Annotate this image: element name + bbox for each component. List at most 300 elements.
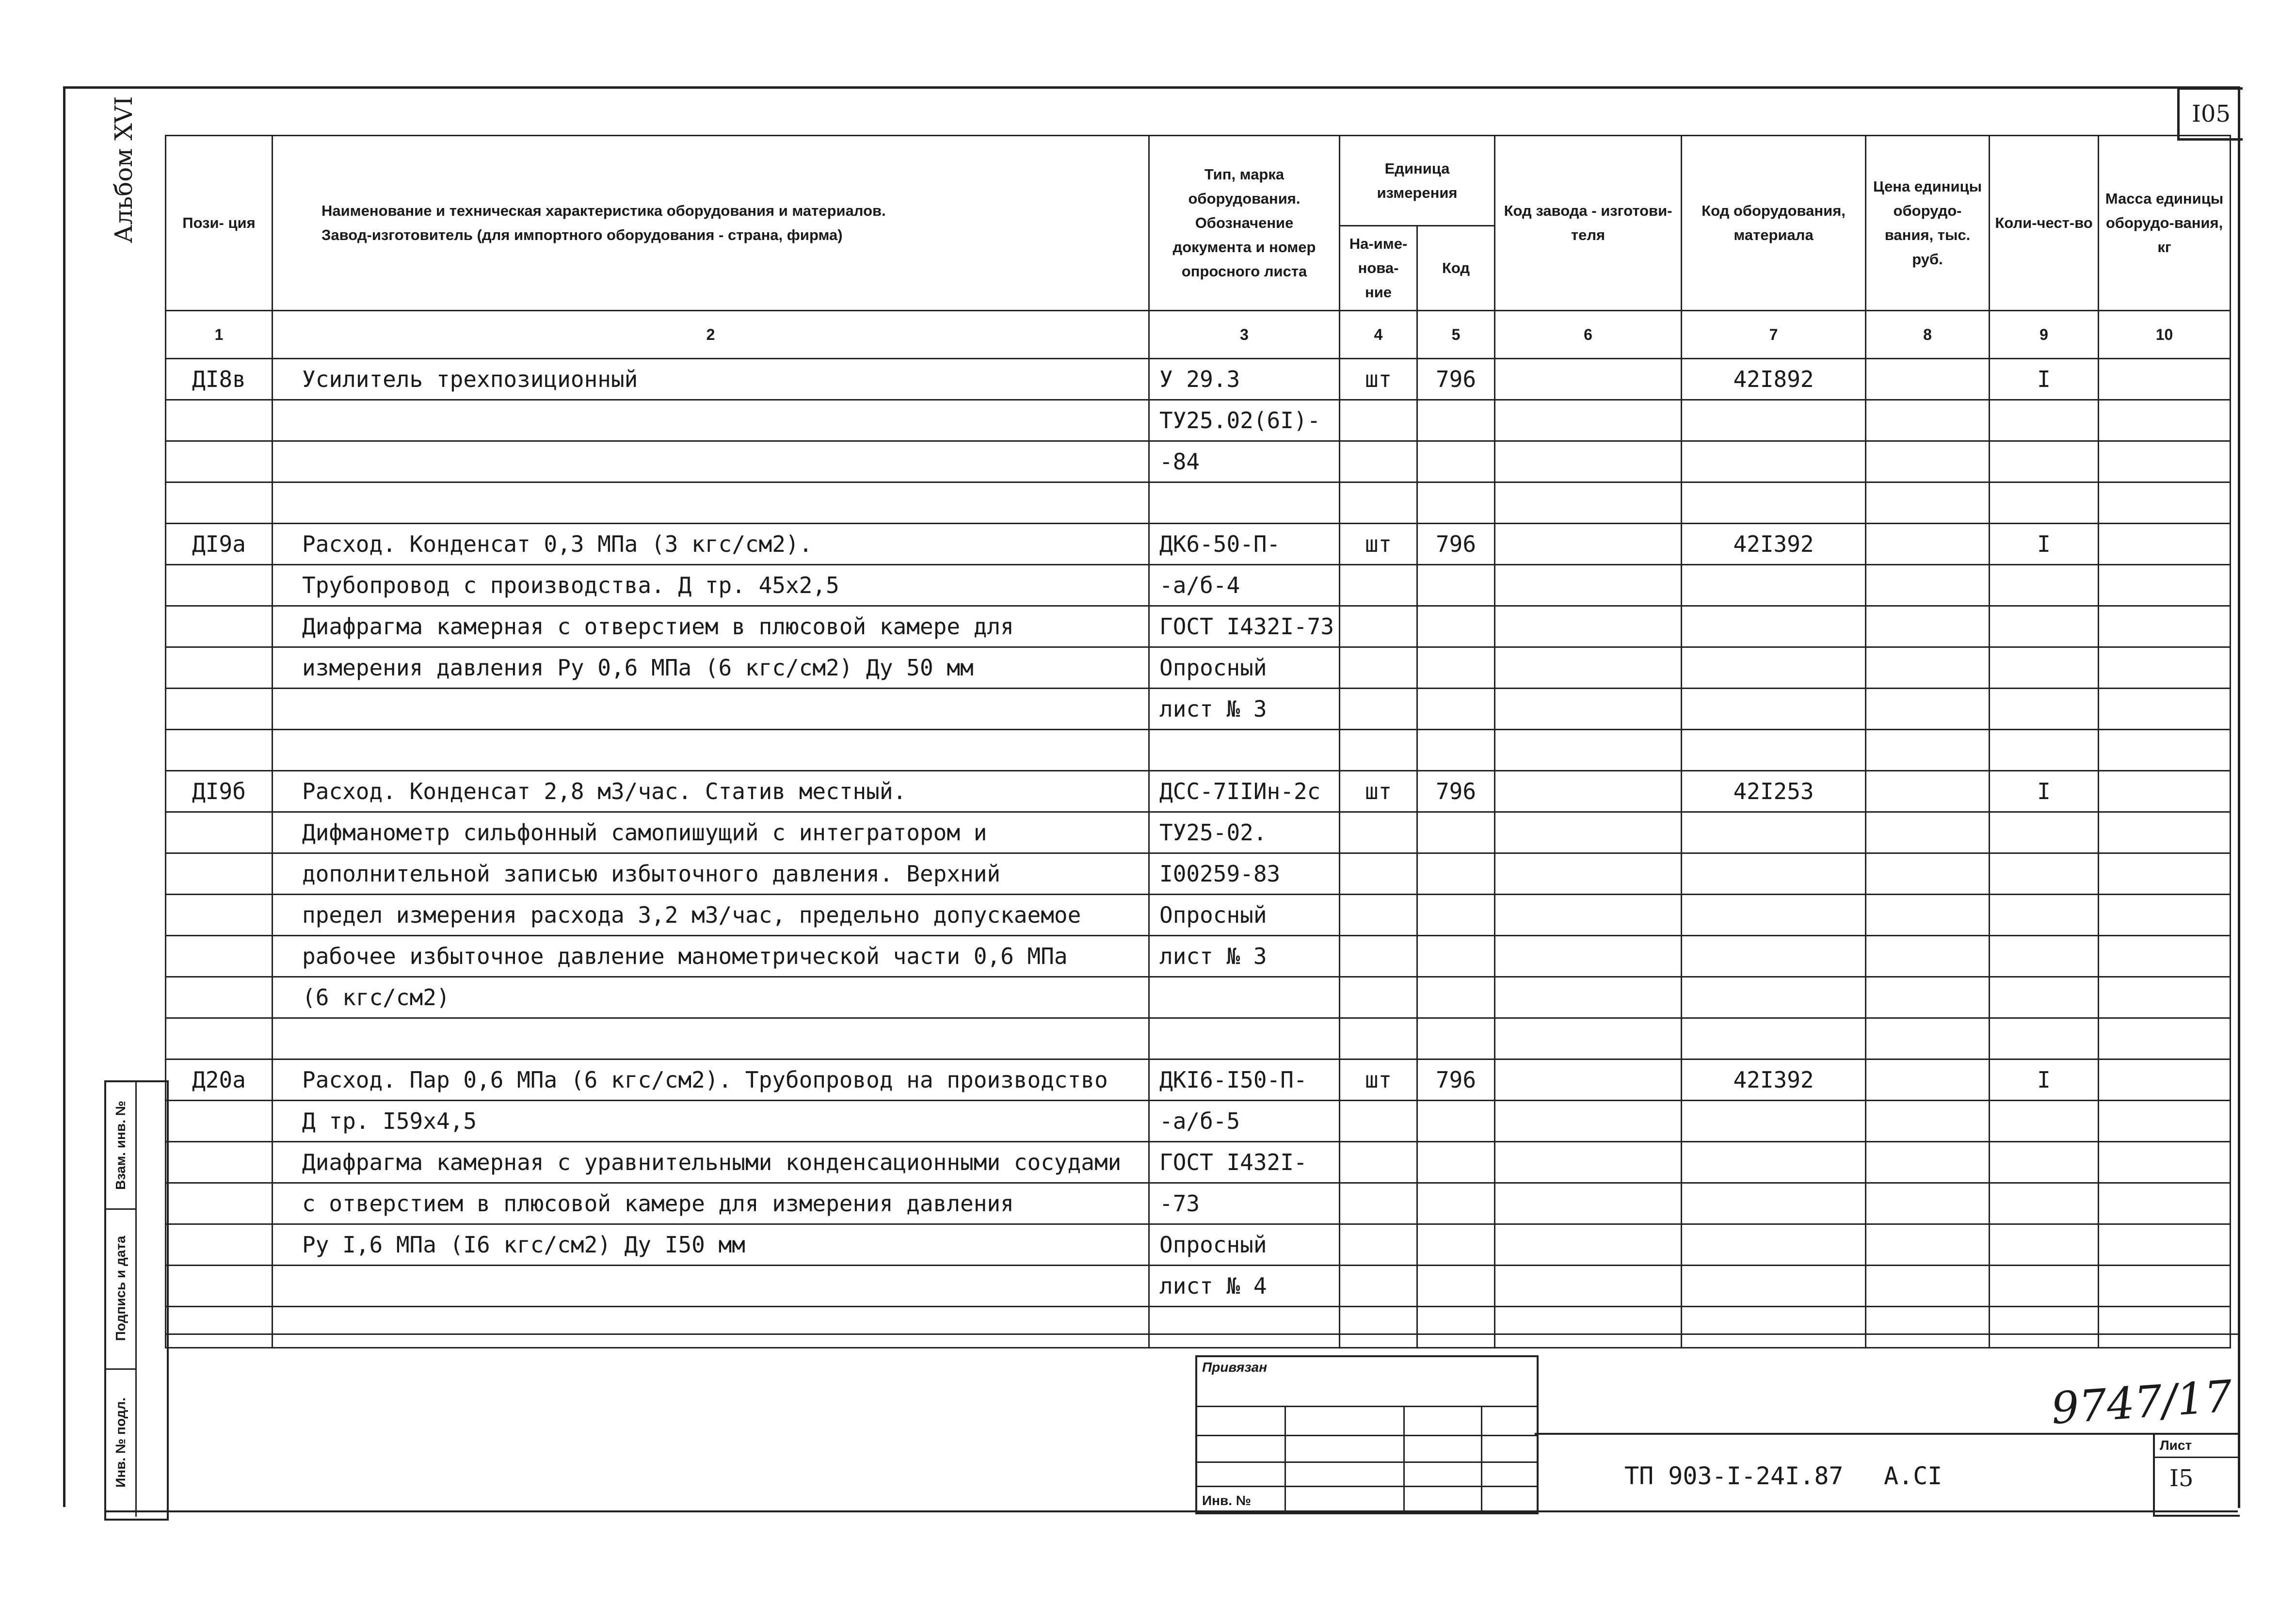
cell-type: лист № 4 xyxy=(1149,1266,1340,1307)
cell-equipment-code xyxy=(1682,1266,1866,1307)
column-number: 4 xyxy=(1340,311,1417,359)
stamp-line xyxy=(1197,1486,1537,1487)
cell-factory-code xyxy=(1495,730,1682,771)
cell-factory-code xyxy=(1495,1059,1682,1101)
cell-mass xyxy=(2099,606,2231,647)
cell-mass xyxy=(2099,977,2231,1018)
cell-equipment-code: 42I392 xyxy=(1682,524,1866,565)
cell-quantity xyxy=(1990,853,2099,895)
table-row xyxy=(166,730,2231,771)
cell-price xyxy=(1866,400,1990,441)
cell-position xyxy=(166,1307,273,1348)
cell-quantity xyxy=(1990,1018,2099,1059)
cell-position xyxy=(166,1266,273,1307)
cell-position xyxy=(166,400,273,441)
cell-factory-code xyxy=(1495,1101,1682,1142)
cell-type: -73 xyxy=(1149,1183,1340,1224)
cell-mass xyxy=(2099,359,2231,400)
cell-name xyxy=(273,441,1149,482)
bottom-border xyxy=(104,1510,2238,1512)
column-number: 3 xyxy=(1149,311,1340,359)
column-number: 1 xyxy=(166,311,273,359)
cell-factory-code xyxy=(1495,1307,1682,1348)
cell-equipment-code xyxy=(1682,482,1866,524)
column-number: 2 xyxy=(273,311,1149,359)
cell-unit: шт xyxy=(1340,771,1417,812)
frame-left-border xyxy=(63,86,65,1507)
cell-position xyxy=(166,689,273,730)
album-label: Альбом XVI xyxy=(110,96,138,243)
cell-quantity xyxy=(1990,400,2099,441)
table-row xyxy=(166,359,2231,400)
cell-unit-code xyxy=(1417,606,1495,647)
cell-unit xyxy=(1340,482,1417,524)
cell-unit xyxy=(1340,1101,1417,1142)
cell-mass xyxy=(2099,647,2231,689)
cell-unit: шт xyxy=(1340,359,1417,400)
cell-price xyxy=(1866,812,1990,853)
cell-name xyxy=(273,1307,1149,1348)
cell-price xyxy=(1866,647,1990,689)
table-row xyxy=(166,1224,2231,1266)
cell-name xyxy=(273,689,1149,730)
cell-type: -84 xyxy=(1149,441,1340,482)
cell-name xyxy=(273,1266,1149,1307)
cell-mass xyxy=(2099,1142,2231,1183)
cell-type: Опросный xyxy=(1149,1224,1340,1266)
cell-type xyxy=(1149,482,1340,524)
table-row xyxy=(166,936,2231,977)
cell-price xyxy=(1866,977,1990,1018)
cell-position: Д20а xyxy=(166,1059,273,1101)
cell-unit-code xyxy=(1417,565,1495,606)
cell-name xyxy=(273,400,1149,441)
cell-name xyxy=(273,1018,1149,1059)
cell-unit xyxy=(1340,730,1417,771)
cell-equipment-code xyxy=(1682,730,1866,771)
cell-unit xyxy=(1340,400,1417,441)
cell-equipment-code xyxy=(1682,1183,1866,1224)
cell-quantity xyxy=(1990,606,2099,647)
cell-name: Расход. Конденсат 0,3 МПа (3 кгс/см2). xyxy=(273,524,1149,565)
cell-unit xyxy=(1340,812,1417,853)
table-row xyxy=(166,895,2231,936)
cell-name xyxy=(273,482,1149,524)
cell-unit-code xyxy=(1417,1142,1495,1183)
cell-position xyxy=(166,1142,273,1183)
cell-position xyxy=(166,895,273,936)
cell-name: измерения давления Ру 0,6 МПа (6 кгс/см2) Ду 50 мм xyxy=(273,647,1149,689)
cell-price xyxy=(1866,895,1990,936)
cell-equipment-code xyxy=(1682,565,1866,606)
cell-factory-code xyxy=(1495,524,1682,565)
cell-name: рабочее избыточное давление манометрической части 0,6 МПа xyxy=(273,936,1149,977)
cell-quantity xyxy=(1990,1307,2099,1348)
cell-unit xyxy=(1340,689,1417,730)
table-row xyxy=(166,1101,2231,1142)
side-cell-inv xyxy=(106,1368,137,1517)
column-number: 6 xyxy=(1495,311,1682,359)
cell-position xyxy=(166,1018,273,1059)
table-row xyxy=(166,1266,2231,1307)
cell-mass xyxy=(2099,1307,2231,1348)
header-unit-code: Код xyxy=(1417,226,1495,311)
cell-price xyxy=(1866,606,1990,647)
cell-unit: шт xyxy=(1340,524,1417,565)
cell-position xyxy=(166,647,273,689)
cell-unit-code xyxy=(1417,730,1495,771)
stamp-line xyxy=(1284,1406,1286,1512)
cell-quantity xyxy=(1990,812,2099,853)
cell-mass xyxy=(2099,400,2231,441)
frame-right-border xyxy=(2238,87,2240,1508)
cell-factory-code xyxy=(1495,1183,1682,1224)
cell-price xyxy=(1866,730,1990,771)
column-number: 5 xyxy=(1417,311,1495,359)
cell-equipment-code xyxy=(1682,441,1866,482)
cell-name: Расход. Пар 0,6 МПа (6 кгс/см2). Трубопровод на производство xyxy=(273,1059,1149,1101)
cell-price xyxy=(1866,936,1990,977)
cell-quantity xyxy=(1990,1183,2099,1224)
cell-equipment-code xyxy=(1682,689,1866,730)
cell-position xyxy=(166,936,273,977)
cell-equipment-code: 42I892 xyxy=(1682,359,1866,400)
handwritten-number: 9747/17 xyxy=(2049,1371,2234,1434)
table-row xyxy=(166,1307,2231,1348)
cell-unit-code xyxy=(1417,482,1495,524)
cell-quantity xyxy=(1990,1142,2099,1183)
stamp-line xyxy=(1197,1406,1537,1407)
cell-unit-code xyxy=(1417,689,1495,730)
cell-unit-code: 796 xyxy=(1417,771,1495,812)
table-row xyxy=(166,689,2231,730)
cell-unit xyxy=(1340,1018,1417,1059)
cell-unit-code xyxy=(1417,441,1495,482)
cell-unit-code xyxy=(1417,1224,1495,1266)
cell-equipment-code xyxy=(1682,400,1866,441)
cell-mass xyxy=(2099,1266,2231,1307)
cell-quantity xyxy=(1990,689,2099,730)
header-quantity: Коли-чест-во xyxy=(1990,136,2099,311)
cell-quantity: I xyxy=(1990,771,2099,812)
cell-type: ТУ25.02(6I)- xyxy=(1149,400,1340,441)
header-type: Тип, марка оборудования. Обозначение документа и номер опросного листа xyxy=(1149,136,1340,311)
cell-quantity: I xyxy=(1990,524,2099,565)
header-factory-code: Код завода - изготови-теля xyxy=(1495,136,1682,311)
cell-mass xyxy=(2099,1018,2231,1059)
cell-equipment-code xyxy=(1682,853,1866,895)
cell-position xyxy=(166,565,273,606)
cell-factory-code xyxy=(1495,853,1682,895)
cell-type: -а/б-4 xyxy=(1149,565,1340,606)
cell-unit xyxy=(1340,853,1417,895)
table-row xyxy=(166,1018,2231,1059)
cell-equipment-code xyxy=(1682,647,1866,689)
table-row xyxy=(166,1059,2231,1101)
page-number: I05 xyxy=(2177,87,2243,141)
cell-position: ДI9а xyxy=(166,524,273,565)
cell-equipment-code xyxy=(1682,812,1866,853)
table-row xyxy=(166,606,2231,647)
cell-position xyxy=(166,441,273,482)
cell-price xyxy=(1866,359,1990,400)
cell-type: Опросный xyxy=(1149,895,1340,936)
cell-position xyxy=(166,730,273,771)
header-equipment-code: Код оборудования, материала xyxy=(1682,136,1866,311)
cell-price xyxy=(1866,1307,1990,1348)
cell-name: Диафрагма камерная с отверстием в плюсовой камере для xyxy=(273,606,1149,647)
cell-equipment-code xyxy=(1682,1307,1866,1348)
cell-quantity xyxy=(1990,647,2099,689)
cell-equipment-code xyxy=(1682,1224,1866,1266)
cell-unit-code xyxy=(1417,1266,1495,1307)
column-number: 7 xyxy=(1682,311,1866,359)
side-label-vzam: Взам. инв. № xyxy=(113,1101,128,1190)
cell-type: ДК6-50-П- xyxy=(1149,524,1340,565)
table-row xyxy=(166,1183,2231,1224)
cell-type: лист № 3 xyxy=(1149,689,1340,730)
cell-factory-code xyxy=(1495,1266,1682,1307)
cell-factory-code xyxy=(1495,359,1682,400)
cell-factory-code xyxy=(1495,1142,1682,1183)
cell-price xyxy=(1866,1059,1990,1101)
table-row xyxy=(166,524,2231,565)
document-code: ТП 903-I-24I.87 xyxy=(1624,1462,1844,1490)
cell-name: Расход. Конденсат 2,8 м3/час. Статив местный. xyxy=(273,771,1149,812)
cell-type xyxy=(1149,730,1340,771)
cell-unit-code xyxy=(1417,1307,1495,1348)
cell-mass xyxy=(2099,895,2231,936)
cell-position xyxy=(166,1224,273,1266)
cell-mass xyxy=(2099,565,2231,606)
cell-unit xyxy=(1340,895,1417,936)
cell-unit-code: 796 xyxy=(1417,1059,1495,1101)
header-unit: Единица измерения xyxy=(1340,136,1495,226)
cell-mass xyxy=(2099,441,2231,482)
cell-type xyxy=(1149,1018,1340,1059)
cell-type xyxy=(1149,977,1340,1018)
cell-mass xyxy=(2099,771,2231,812)
cell-unit xyxy=(1340,1307,1417,1348)
cell-unit-code xyxy=(1417,1183,1495,1224)
cell-price xyxy=(1866,565,1990,606)
cell-quantity xyxy=(1990,895,2099,936)
cell-factory-code xyxy=(1495,441,1682,482)
cell-name: Усилитель трехпозиционный xyxy=(273,359,1149,400)
cell-name: Дифманометр сильфонный самопишущий с интегратором и xyxy=(273,812,1149,853)
sheet-box xyxy=(2153,1433,2240,1517)
column-number: 8 xyxy=(1866,311,1990,359)
cell-equipment-code: 42I392 xyxy=(1682,1059,1866,1101)
cell-type xyxy=(1149,1307,1340,1348)
header-position: Пози- ция xyxy=(166,136,273,311)
table-body xyxy=(166,359,2231,1348)
cell-factory-code xyxy=(1495,647,1682,689)
cell-position xyxy=(166,812,273,853)
cell-unit-code xyxy=(1417,936,1495,977)
header-unit-name: На-име-нова-ние xyxy=(1340,226,1417,311)
cell-type: ДСС-7IIИн-2с xyxy=(1149,771,1340,812)
cell-name: Диафрагма камерная с уравнительными конденсационными сосудами xyxy=(273,1142,1149,1183)
cell-unit-code xyxy=(1417,853,1495,895)
column-number: 10 xyxy=(2099,311,2231,359)
cell-mass xyxy=(2099,1059,2231,1101)
table-row xyxy=(166,1142,2231,1183)
cell-factory-code xyxy=(1495,482,1682,524)
cell-name: Трубопровод с производства. Д тр. 45х2,5 xyxy=(273,565,1149,606)
cell-mass xyxy=(2099,936,2231,977)
cell-name: дополнительной записью избыточного давления. Верхний xyxy=(273,853,1149,895)
header-mass: Масса единицы оборудо-вания, кг xyxy=(2099,136,2231,311)
cell-quantity xyxy=(1990,936,2099,977)
cell-price xyxy=(1866,1101,1990,1142)
table-row xyxy=(166,977,2231,1018)
specification-table xyxy=(165,135,2231,1348)
cell-equipment-code xyxy=(1682,1018,1866,1059)
cell-price xyxy=(1866,1018,1990,1059)
cell-factory-code xyxy=(1495,606,1682,647)
cell-quantity xyxy=(1990,977,2099,1018)
sheet-label: Лист xyxy=(2160,1438,2192,1453)
cell-factory-code xyxy=(1495,1018,1682,1059)
stamp-label-privyazan: Привязан xyxy=(1202,1360,1268,1375)
cell-type: У 29.3 xyxy=(1149,359,1340,400)
cell-position xyxy=(166,606,273,647)
footer-divider xyxy=(165,1333,2238,1335)
cell-factory-code xyxy=(1495,565,1682,606)
cell-quantity xyxy=(1990,1266,2099,1307)
cell-equipment-code xyxy=(1682,1101,1866,1142)
cell-type: лист № 3 xyxy=(1149,936,1340,977)
cell-mass xyxy=(2099,1224,2231,1266)
cell-equipment-code xyxy=(1682,936,1866,977)
stamp-line xyxy=(1403,1406,1405,1512)
cell-type: Опросный xyxy=(1149,647,1340,689)
cell-mass xyxy=(2099,853,2231,895)
cell-factory-code xyxy=(1495,936,1682,977)
cell-unit xyxy=(1340,647,1417,689)
table-row xyxy=(166,647,2231,689)
cell-type: ГОСТ I432I- xyxy=(1149,1142,1340,1183)
cell-price xyxy=(1866,689,1990,730)
cell-mass xyxy=(2099,1183,2231,1224)
cell-quantity: I xyxy=(1990,359,2099,400)
cell-mass xyxy=(2099,730,2231,771)
cell-equipment-code: 42I253 xyxy=(1682,771,1866,812)
cell-price xyxy=(1866,524,1990,565)
cell-unit-code xyxy=(1417,977,1495,1018)
cell-unit-code: 796 xyxy=(1417,524,1495,565)
cell-unit-code xyxy=(1417,647,1495,689)
cell-quantity xyxy=(1990,1224,2099,1266)
cell-price xyxy=(1866,1183,1990,1224)
cell-name: Д тр. I59х4,5 xyxy=(273,1101,1149,1142)
header-price: Цена единицы оборудо-вания, тыс. руб. xyxy=(1866,136,1990,311)
cell-price xyxy=(1866,441,1990,482)
cell-unit-code xyxy=(1417,400,1495,441)
cell-position xyxy=(166,977,273,1018)
side-stamp-block xyxy=(104,1080,169,1521)
cell-quantity xyxy=(1990,441,2099,482)
table-row xyxy=(166,853,2231,895)
cell-unit xyxy=(1340,1142,1417,1183)
cell-unit xyxy=(1340,441,1417,482)
cell-unit-code xyxy=(1417,1101,1495,1142)
cell-quantity xyxy=(1990,565,2099,606)
side-label-inv: Инв. № подл. xyxy=(113,1397,128,1488)
stamp-line xyxy=(1197,1435,1537,1436)
cell-price xyxy=(1866,1142,1990,1183)
cell-type: ГОСТ I432I-73 xyxy=(1149,606,1340,647)
stamp-line xyxy=(1481,1406,1482,1512)
cell-factory-code xyxy=(1495,1224,1682,1266)
cell-equipment-code xyxy=(1682,895,1866,936)
sheet-box-line xyxy=(2155,1457,2240,1458)
cell-factory-code xyxy=(1495,977,1682,1018)
cell-quantity xyxy=(1990,730,2099,771)
table-row xyxy=(166,565,2231,606)
cell-price xyxy=(1866,771,1990,812)
cell-unit xyxy=(1340,936,1417,977)
table-row xyxy=(166,441,2231,482)
cell-type: ТУ25-02. xyxy=(1149,812,1340,853)
cell-unit: шт xyxy=(1340,1059,1417,1101)
side-cell-podpis xyxy=(106,1208,137,1370)
cell-factory-code xyxy=(1495,812,1682,853)
cell-quantity: I xyxy=(1990,1059,2099,1101)
cell-unit-code: 796 xyxy=(1417,359,1495,400)
cell-unit-code xyxy=(1417,812,1495,853)
stamp-line xyxy=(1197,1461,1537,1463)
cell-name: предел измерения расхода 3,2 м3/час, предельно допускаемое xyxy=(273,895,1149,936)
cell-unit-code xyxy=(1417,895,1495,936)
table-row xyxy=(166,482,2231,524)
cell-unit xyxy=(1340,606,1417,647)
cell-unit xyxy=(1340,1224,1417,1266)
side-cell-vzam xyxy=(106,1082,137,1210)
cell-mass xyxy=(2099,689,2231,730)
cell-price xyxy=(1866,1266,1990,1307)
cell-mass xyxy=(2099,524,2231,565)
table-row xyxy=(166,771,2231,812)
sheet-value: I5 xyxy=(2169,1465,2194,1492)
cell-mass xyxy=(2099,812,2231,853)
cell-factory-code xyxy=(1495,400,1682,441)
table-row xyxy=(166,812,2231,853)
cell-name: Ру I,6 МПа (I6 кгс/см2) Ду I50 мм xyxy=(273,1224,1149,1266)
cell-name xyxy=(273,730,1149,771)
cell-unit xyxy=(1340,565,1417,606)
cell-mass xyxy=(2099,1101,2231,1142)
cell-price xyxy=(1866,853,1990,895)
binding-stamp xyxy=(1195,1355,1539,1514)
cell-position: ДI9б xyxy=(166,771,273,812)
cell-position xyxy=(166,482,273,524)
cell-unit-code xyxy=(1417,1018,1495,1059)
cell-unit xyxy=(1340,1266,1417,1307)
side-label-podpis: Подпись и дата xyxy=(113,1235,128,1341)
stamp-label-inv: Инв. № xyxy=(1202,1493,1252,1508)
cell-position xyxy=(166,1101,273,1142)
cell-name: с отверстием в плюсовой камере для измерения давления xyxy=(273,1183,1149,1224)
frame-top-border xyxy=(63,86,2240,89)
cell-quantity xyxy=(1990,482,2099,524)
document-suffix: А.СI xyxy=(1884,1462,1943,1490)
column-number: 9 xyxy=(1990,311,2099,359)
cell-factory-code xyxy=(1495,771,1682,812)
cell-position xyxy=(166,1183,273,1224)
cell-name: (6 кгс/см2) xyxy=(273,977,1149,1018)
